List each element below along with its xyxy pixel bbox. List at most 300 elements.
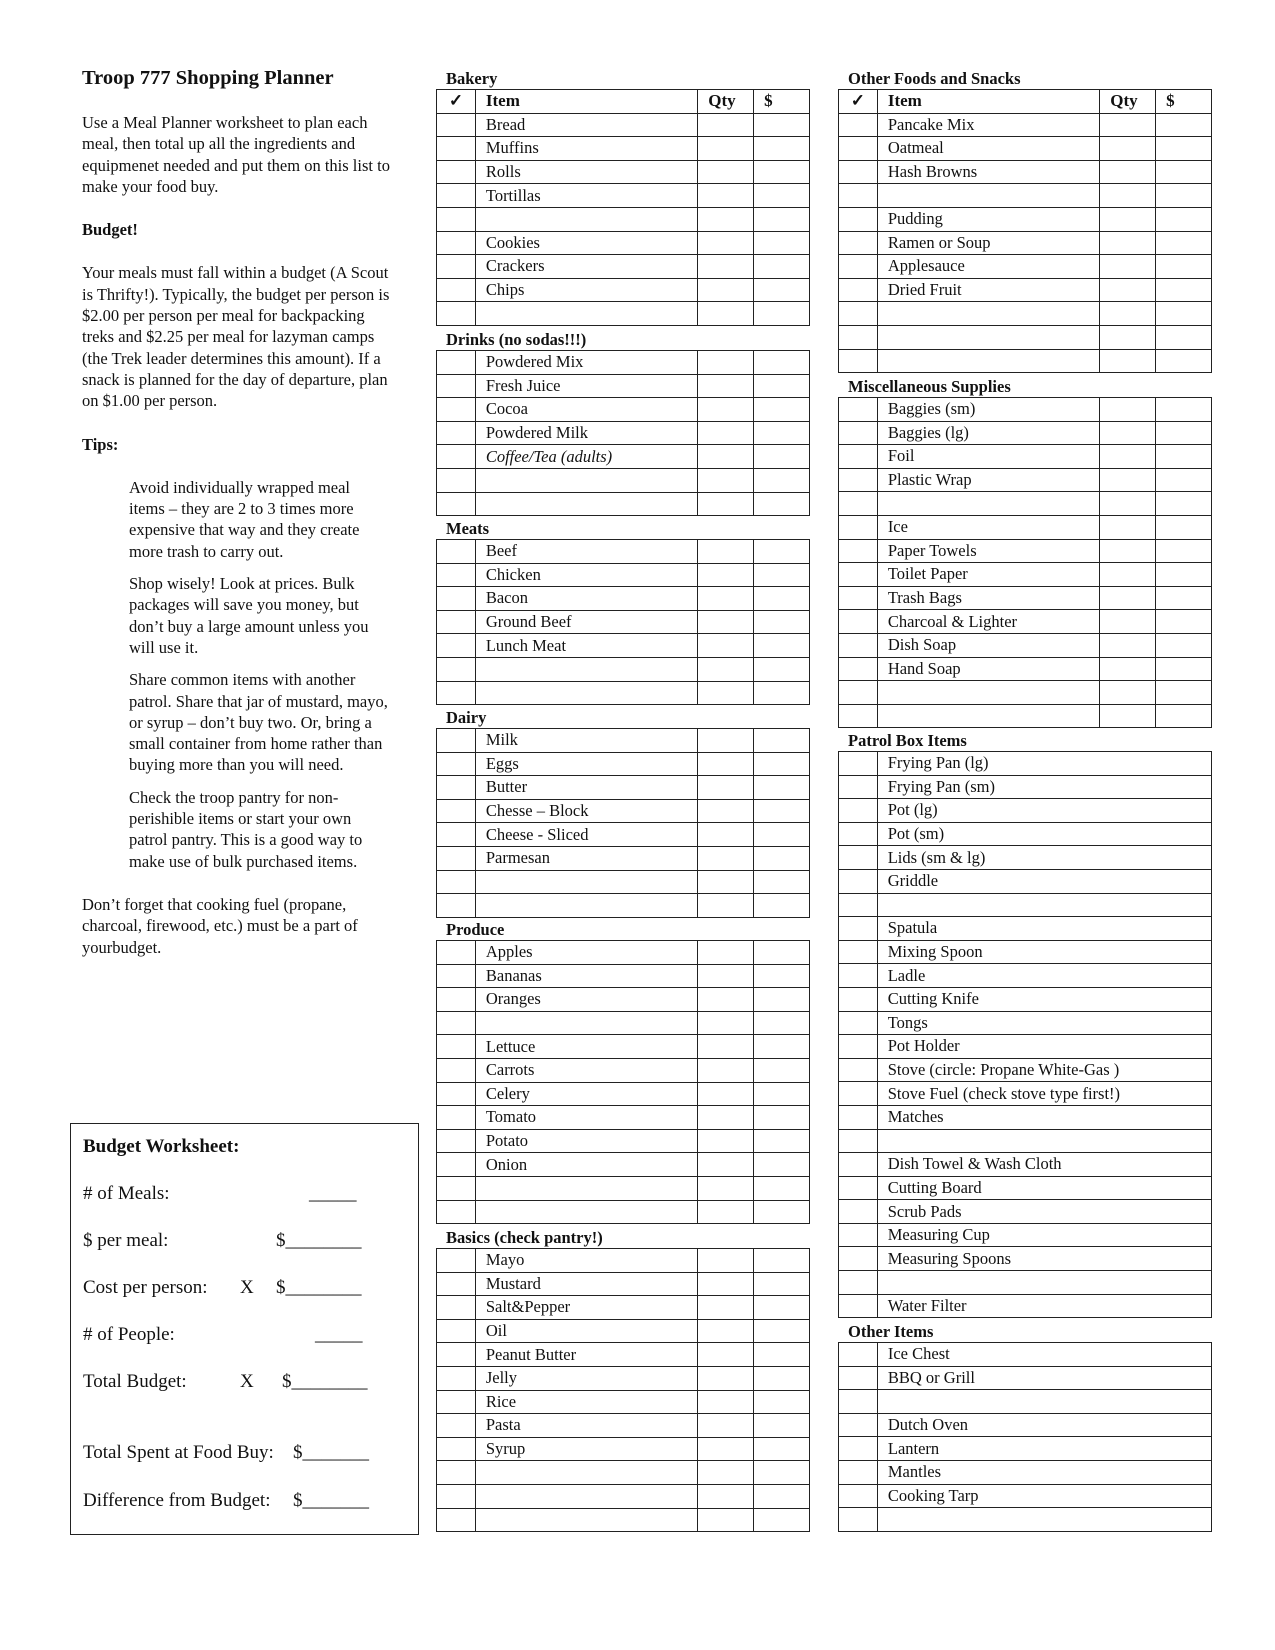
qty-cell[interactable]	[698, 207, 754, 231]
check-cell[interactable]	[839, 610, 878, 634]
difference-field[interactable]: $_______	[293, 1490, 369, 1511]
qty-cell[interactable]	[698, 587, 754, 611]
check-cell[interactable]	[839, 1223, 878, 1247]
cost-cell[interactable]	[754, 374, 810, 398]
check-cell[interactable]	[839, 1366, 878, 1390]
cost-cell[interactable]	[1156, 278, 1212, 302]
qty-cell[interactable]	[698, 634, 754, 658]
qty-cell[interactable]	[698, 776, 754, 800]
cost-per-person-field[interactable]: $________	[276, 1277, 362, 1298]
cost-cell[interactable]	[754, 1058, 810, 1082]
qty-cell[interactable]	[698, 160, 754, 184]
qty-cell[interactable]	[698, 941, 754, 965]
qty-cell[interactable]	[1100, 278, 1156, 302]
qty-cell[interactable]	[698, 1058, 754, 1082]
qty-cell[interactable]	[698, 137, 754, 161]
check-cell[interactable]	[839, 113, 878, 137]
check-cell[interactable]	[839, 681, 878, 705]
qty-cell[interactable]	[1100, 398, 1156, 422]
check-cell[interactable]	[437, 729, 476, 753]
cost-cell[interactable]	[754, 540, 810, 564]
check-cell[interactable]	[437, 468, 476, 492]
qty-cell[interactable]	[698, 1272, 754, 1296]
qty-cell[interactable]	[698, 278, 754, 302]
check-cell[interactable]	[437, 113, 476, 137]
table-row	[839, 1058, 1212, 1082]
qty-cell[interactable]	[698, 1249, 754, 1273]
qty-cell[interactable]	[1100, 610, 1156, 634]
qty-cell[interactable]	[698, 255, 754, 279]
qty-cell[interactable]	[698, 468, 754, 492]
check-cell[interactable]	[437, 540, 476, 564]
check-cell[interactable]	[839, 1271, 878, 1295]
check-cell[interactable]	[437, 964, 476, 988]
qty-cell[interactable]	[698, 1176, 754, 1200]
check-cell[interactable]	[839, 1105, 878, 1129]
check-cell[interactable]	[839, 445, 878, 469]
qty-cell[interactable]	[698, 823, 754, 847]
check-cell[interactable]	[437, 255, 476, 279]
check-cell[interactable]	[437, 1414, 476, 1438]
qty-cell[interactable]	[698, 1437, 754, 1461]
check-cell[interactable]	[437, 752, 476, 776]
cost-cell[interactable]	[754, 988, 810, 1012]
check-cell[interactable]	[839, 1343, 878, 1367]
qty-cell[interactable]	[1100, 539, 1156, 563]
qty-cell[interactable]	[698, 681, 754, 705]
check-cell[interactable]	[839, 775, 878, 799]
qty-cell[interactable]	[1100, 704, 1156, 728]
check-cell[interactable]	[437, 941, 476, 965]
check-cell[interactable]	[839, 160, 878, 184]
cost-cell[interactable]	[1156, 492, 1212, 516]
check-cell[interactable]	[437, 492, 476, 516]
check-cell[interactable]	[437, 160, 476, 184]
qty-cell[interactable]	[1100, 586, 1156, 610]
cost-cell[interactable]	[1156, 657, 1212, 681]
check-cell[interactable]	[839, 846, 878, 870]
qty-cell[interactable]	[1100, 681, 1156, 705]
cost-cell[interactable]	[1156, 349, 1212, 373]
qty-cell[interactable]	[1100, 421, 1156, 445]
qty-cell[interactable]	[1100, 113, 1156, 137]
cost-cell[interactable]	[1156, 633, 1212, 657]
cost-cell[interactable]	[754, 563, 810, 587]
cost-column-header: $	[754, 90, 810, 114]
check-cell[interactable]	[437, 1176, 476, 1200]
check-cell[interactable]	[437, 988, 476, 1012]
cost-cell[interactable]	[754, 894, 810, 918]
cost-cell[interactable]	[754, 1390, 810, 1414]
check-cell[interactable]	[437, 587, 476, 611]
cost-cell[interactable]	[1156, 563, 1212, 587]
check-cell[interactable]	[839, 515, 878, 539]
qty-cell[interactable]	[698, 1129, 754, 1153]
table-row	[437, 894, 810, 918]
check-cell[interactable]	[437, 1272, 476, 1296]
cost-cell[interactable]	[754, 113, 810, 137]
cost-cell[interactable]	[754, 776, 810, 800]
cost-cell[interactable]	[1156, 515, 1212, 539]
qty-cell[interactable]	[698, 1414, 754, 1438]
cost-cell[interactable]	[1156, 302, 1212, 326]
check-cell[interactable]	[437, 1296, 476, 1320]
check-cell[interactable]	[437, 1153, 476, 1177]
check-cell[interactable]	[437, 1082, 476, 1106]
item-cell: Cheese - Sliced	[475, 823, 698, 847]
check-cell[interactable]	[839, 1011, 878, 1035]
cost-cell[interactable]	[754, 1153, 810, 1177]
cost-cell[interactable]	[754, 1508, 810, 1532]
check-cell[interactable]	[839, 1508, 878, 1532]
item-cell: Dutch Oven	[877, 1413, 1211, 1437]
cost-cell[interactable]	[754, 231, 810, 255]
qty-cell[interactable]	[698, 1035, 754, 1059]
cost-cell[interactable]	[754, 160, 810, 184]
table-row	[839, 421, 1212, 445]
qty-cell[interactable]	[698, 894, 754, 918]
table-row	[839, 1011, 1212, 1035]
check-cell[interactable]	[839, 1247, 878, 1271]
qty-cell[interactable]	[698, 1484, 754, 1508]
qty-cell[interactable]	[698, 657, 754, 681]
check-cell[interactable]	[437, 1058, 476, 1082]
check-cell[interactable]	[839, 893, 878, 917]
qty-cell[interactable]	[698, 1508, 754, 1532]
check-cell[interactable]	[437, 1461, 476, 1485]
cost-cell[interactable]	[754, 421, 810, 445]
cost-cell[interactable]	[754, 1035, 810, 1059]
cost-cell[interactable]	[754, 137, 810, 161]
cost-cell[interactable]	[754, 799, 810, 823]
check-cell[interactable]	[437, 1249, 476, 1273]
qty-cell[interactable]	[1100, 184, 1156, 208]
check-cell[interactable]	[839, 231, 878, 255]
check-cell[interactable]	[437, 846, 476, 870]
check-cell[interactable]	[437, 374, 476, 398]
meals-field[interactable]: _____	[309, 1183, 357, 1204]
item-cell: Pasta	[475, 1414, 698, 1438]
cost-cell[interactable]	[754, 302, 810, 326]
cost-cell[interactable]	[754, 1082, 810, 1106]
check-cell[interactable]	[437, 421, 476, 445]
cost-cell[interactable]	[754, 752, 810, 776]
cost-cell[interactable]	[1156, 231, 1212, 255]
qty-cell[interactable]	[698, 964, 754, 988]
qty-cell[interactable]	[698, 1461, 754, 1485]
check-cell[interactable]	[839, 278, 878, 302]
check-cell[interactable]	[839, 421, 878, 445]
check-cell[interactable]	[437, 563, 476, 587]
cost-cell[interactable]	[754, 1366, 810, 1390]
qty-cell[interactable]	[698, 540, 754, 564]
check-cell[interactable]	[437, 351, 476, 375]
cost-cell[interactable]	[754, 1200, 810, 1224]
check-cell[interactable]	[839, 539, 878, 563]
cost-cell[interactable]	[754, 278, 810, 302]
qty-cell[interactable]	[698, 729, 754, 753]
check-cell[interactable]	[839, 940, 878, 964]
qty-cell[interactable]	[1100, 657, 1156, 681]
item-cell: Butter	[475, 776, 698, 800]
qty-cell[interactable]	[698, 351, 754, 375]
check-cell[interactable]	[839, 1058, 878, 1082]
check-cell[interactable]	[839, 586, 878, 610]
qty-cell[interactable]	[698, 988, 754, 1012]
cost-cell[interactable]	[754, 941, 810, 965]
cost-cell[interactable]	[1156, 325, 1212, 349]
qty-column-header: Qty	[1100, 90, 1156, 114]
check-cell[interactable]	[839, 1200, 878, 1224]
qty-cell[interactable]	[698, 563, 754, 587]
check-cell[interactable]	[839, 633, 878, 657]
cost-cell[interactable]	[754, 657, 810, 681]
check-cell[interactable]	[437, 398, 476, 422]
check-cell[interactable]	[839, 704, 878, 728]
check-cell[interactable]	[839, 1390, 878, 1414]
table-row	[437, 563, 810, 587]
check-cell[interactable]	[839, 207, 878, 231]
check-cell[interactable]	[839, 1082, 878, 1106]
check-cell[interactable]	[437, 1011, 476, 1035]
cost-cell[interactable]	[754, 823, 810, 847]
check-cell[interactable]	[839, 137, 878, 161]
check-cell[interactable]	[839, 1035, 878, 1059]
check-cell[interactable]	[437, 823, 476, 847]
qty-cell[interactable]	[698, 302, 754, 326]
check-cell[interactable]	[839, 1129, 878, 1153]
cost-cell[interactable]	[1156, 468, 1212, 492]
cost-cell[interactable]	[754, 1129, 810, 1153]
qty-cell[interactable]	[698, 610, 754, 634]
qty-cell[interactable]	[1100, 255, 1156, 279]
cost-cell[interactable]	[1156, 160, 1212, 184]
check-cell[interactable]	[437, 278, 476, 302]
check-cell[interactable]	[839, 563, 878, 587]
cost-cell[interactable]	[1156, 421, 1212, 445]
check-cell[interactable]	[839, 917, 878, 941]
cost-cell[interactable]	[1156, 113, 1212, 137]
cost-cell[interactable]	[1156, 398, 1212, 422]
cost-cell[interactable]	[754, 587, 810, 611]
check-cell[interactable]	[437, 657, 476, 681]
cost-cell[interactable]	[754, 1272, 810, 1296]
qty-cell[interactable]	[698, 374, 754, 398]
cost-cell[interactable]	[754, 610, 810, 634]
qty-cell[interactable]	[1100, 302, 1156, 326]
qty-cell[interactable]	[1100, 445, 1156, 469]
qty-cell[interactable]	[1100, 231, 1156, 255]
cost-cell[interactable]	[754, 445, 810, 469]
check-cell[interactable]	[839, 964, 878, 988]
check-cell[interactable]	[437, 610, 476, 634]
cost-cell[interactable]	[754, 468, 810, 492]
check-cell[interactable]	[839, 1437, 878, 1461]
qty-cell[interactable]	[698, 398, 754, 422]
cost-cell[interactable]	[1156, 445, 1212, 469]
check-cell[interactable]	[437, 445, 476, 469]
check-cell[interactable]	[437, 207, 476, 231]
cost-cell[interactable]	[1156, 255, 1212, 279]
check-cell[interactable]	[437, 184, 476, 208]
cost-cell[interactable]	[754, 1106, 810, 1130]
check-cell[interactable]	[437, 1484, 476, 1508]
table-row	[437, 113, 810, 137]
qty-cell[interactable]	[1100, 160, 1156, 184]
cost-cell[interactable]	[754, 681, 810, 705]
check-cell[interactable]	[437, 1319, 476, 1343]
table-row	[839, 515, 1212, 539]
check-cell[interactable]	[437, 1437, 476, 1461]
qty-cell[interactable]	[1100, 563, 1156, 587]
cost-cell[interactable]	[754, 1011, 810, 1035]
cost-cell[interactable]	[754, 492, 810, 516]
check-cell[interactable]	[437, 634, 476, 658]
qty-cell[interactable]	[698, 184, 754, 208]
cost-cell[interactable]	[754, 1461, 810, 1485]
cost-cell[interactable]	[754, 255, 810, 279]
cost-cell[interactable]	[754, 351, 810, 375]
cost-cell[interactable]	[1156, 137, 1212, 161]
qty-cell[interactable]	[698, 1319, 754, 1343]
cost-cell[interactable]	[754, 964, 810, 988]
cost-cell[interactable]	[754, 1484, 810, 1508]
check-cell[interactable]	[839, 184, 878, 208]
check-cell[interactable]	[839, 1484, 878, 1508]
qty-cell[interactable]	[698, 445, 754, 469]
qty-cell[interactable]	[1100, 515, 1156, 539]
check-cell[interactable]	[437, 1390, 476, 1414]
item-cell: Mayo	[475, 1249, 698, 1273]
table-row	[839, 349, 1212, 373]
check-cell[interactable]	[839, 1153, 878, 1177]
total-budget-field[interactable]: $________	[282, 1371, 368, 1392]
qty-cell[interactable]	[1100, 207, 1156, 231]
check-cell[interactable]	[839, 1413, 878, 1437]
qty-cell[interactable]	[698, 1106, 754, 1130]
check-cell[interactable]	[437, 1200, 476, 1224]
qty-cell[interactable]	[698, 113, 754, 137]
check-cell[interactable]	[839, 1176, 878, 1200]
qty-cell[interactable]	[698, 870, 754, 894]
check-cell[interactable]	[437, 894, 476, 918]
table-row	[437, 1296, 810, 1320]
cost-cell[interactable]	[754, 1437, 810, 1461]
qty-cell[interactable]	[698, 1153, 754, 1177]
cost-cell[interactable]	[754, 846, 810, 870]
check-cell[interactable]	[437, 1508, 476, 1532]
check-cell[interactable]	[437, 1106, 476, 1130]
cost-cell[interactable]	[1156, 681, 1212, 705]
check-cell[interactable]	[839, 869, 878, 893]
qty-cell[interactable]	[698, 1390, 754, 1414]
qty-cell[interactable]	[1100, 492, 1156, 516]
cost-cell[interactable]	[754, 1414, 810, 1438]
check-cell[interactable]	[437, 870, 476, 894]
cost-cell[interactable]	[754, 207, 810, 231]
check-cell[interactable]	[839, 349, 878, 373]
item-cell: Mustard	[475, 1272, 698, 1296]
qty-cell[interactable]	[698, 1200, 754, 1224]
qty-cell[interactable]	[698, 492, 754, 516]
qty-cell[interactable]	[1100, 325, 1156, 349]
check-cell[interactable]	[437, 681, 476, 705]
people-field[interactable]: _____	[315, 1324, 363, 1345]
check-cell[interactable]	[839, 255, 878, 279]
cost-cell[interactable]	[1156, 539, 1212, 563]
qty-cell[interactable]	[698, 1366, 754, 1390]
check-cell[interactable]	[839, 822, 878, 846]
cost-cell[interactable]	[754, 1319, 810, 1343]
check-cell[interactable]	[437, 1343, 476, 1367]
cost-cell[interactable]	[1156, 586, 1212, 610]
qty-cell[interactable]	[1100, 468, 1156, 492]
cost-cell[interactable]	[754, 1249, 810, 1273]
qty-cell[interactable]	[1100, 137, 1156, 161]
table-row	[839, 207, 1212, 231]
per-meal-field[interactable]: $________	[276, 1230, 362, 1251]
qty-cell[interactable]	[698, 846, 754, 870]
check-cell[interactable]	[839, 468, 878, 492]
check-cell[interactable]	[839, 657, 878, 681]
cost-cell[interactable]	[754, 1296, 810, 1320]
qty-cell[interactable]	[1100, 633, 1156, 657]
qty-cell[interactable]	[698, 421, 754, 445]
check-cell[interactable]	[839, 398, 878, 422]
qty-cell[interactable]	[698, 1296, 754, 1320]
cost-cell[interactable]	[754, 1343, 810, 1367]
section-title-other-foods: Other Foods and Snacks	[848, 69, 1021, 88]
check-cell[interactable]	[437, 776, 476, 800]
check-cell[interactable]	[839, 987, 878, 1011]
qty-cell[interactable]	[1100, 349, 1156, 373]
cost-cell[interactable]	[754, 184, 810, 208]
check-cell[interactable]	[839, 492, 878, 516]
check-cell[interactable]	[839, 325, 878, 349]
check-cell[interactable]	[437, 1366, 476, 1390]
check-cell[interactable]	[437, 1129, 476, 1153]
cost-cell[interactable]	[754, 729, 810, 753]
item-cell: Hand Soap	[877, 657, 1100, 681]
qty-cell[interactable]	[698, 752, 754, 776]
qty-cell[interactable]	[698, 799, 754, 823]
qty-cell[interactable]	[698, 1343, 754, 1367]
table-row	[437, 1200, 810, 1224]
check-cell[interactable]	[839, 1294, 878, 1318]
check-cell[interactable]	[839, 752, 878, 776]
check-cell[interactable]	[437, 231, 476, 255]
qty-cell[interactable]	[698, 1011, 754, 1035]
cost-cell[interactable]	[1156, 704, 1212, 728]
cost-cell[interactable]	[1156, 207, 1212, 231]
qty-cell[interactable]	[698, 1082, 754, 1106]
total-spent-field[interactable]: $_______	[293, 1442, 369, 1463]
qty-cell[interactable]	[698, 231, 754, 255]
cost-cell[interactable]	[754, 398, 810, 422]
cost-cell[interactable]	[754, 634, 810, 658]
check-cell[interactable]	[839, 1460, 878, 1484]
check-cell[interactable]	[437, 302, 476, 326]
check-cell[interactable]	[437, 799, 476, 823]
check-cell[interactable]	[437, 137, 476, 161]
check-cell[interactable]	[839, 302, 878, 326]
cost-cell[interactable]	[1156, 610, 1212, 634]
cost-cell[interactable]	[1156, 184, 1212, 208]
check-cell[interactable]	[437, 1035, 476, 1059]
check-cell[interactable]	[839, 799, 878, 823]
cost-cell[interactable]	[754, 870, 810, 894]
cost-cell[interactable]	[754, 1176, 810, 1200]
